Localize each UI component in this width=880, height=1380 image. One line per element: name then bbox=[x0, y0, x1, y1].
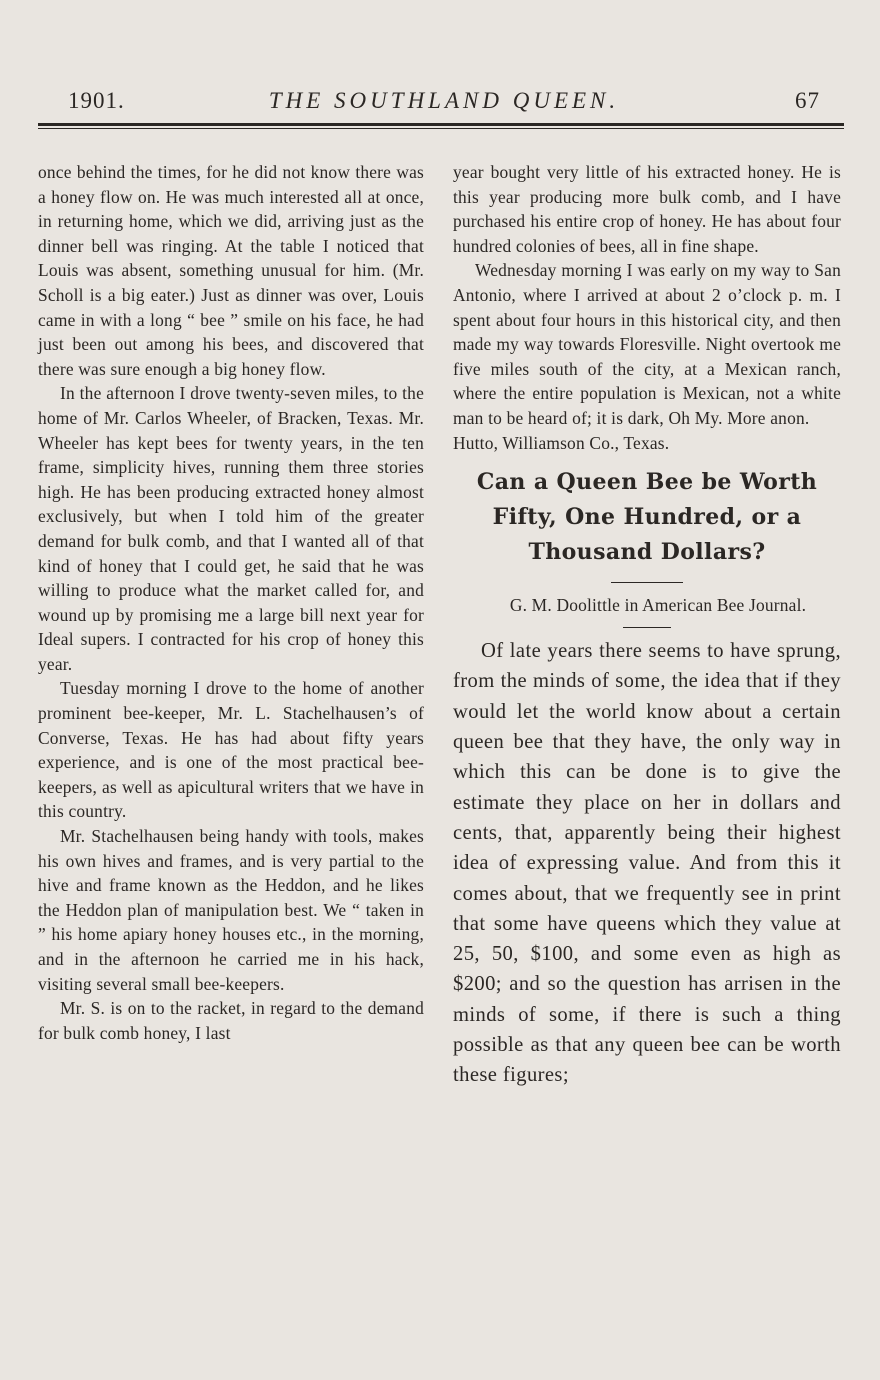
header-year: 1901. bbox=[68, 88, 125, 113]
article-title-line-3: Thousand Dollars? bbox=[528, 539, 766, 566]
left-paragraph-1: once behind the times, for he did not know there was a honey flow on. He was much interested all at once, in returning home, which we did, arriving just as the dinner bell was ringing. At the table I noticed that Louis was absent, something unusual for him. (Mr. Scholl is a big eater.) Just as dinner was over, Louis came in with a long “ bee ” smile on his face, he had just been out among his bees, and discovered that there was sure enough a big honey flow. bbox=[38, 162, 424, 379]
letter-signature: Hutto, Williamson Co., Texas. bbox=[453, 432, 670, 453]
right-paragraph-2: Wednesday morning I was early on my way to San Antonio, where I arrived at about 2 o’clock p. m. I spent about four hours in this historical city, and then made my way towards Floresville. Night overtook me five miles south of the city, at a Mexican ranch, where the entire population is Mexican, not a white man to be heard of; it is dark, Oh My. More anon. bbox=[453, 260, 841, 428]
article-title-line-2: Fifty, One Hundred, or a bbox=[492, 504, 802, 531]
header-page-number: 67 bbox=[795, 88, 820, 113]
left-paragraph-2: In the afternoon I drove twenty-seven miles, to the home of Mr. Carlos Wheeler, of Bracken, Texas. Mr. Wheeler has kept bees for twenty years, in the ten frame, simplicity hives, running them three stories high. He has been producing extracted honey almost exclusively, but when I told him of the greater demand for bulk comb, and that I wanted all of that kind of honey that I could get, he said that he was willing to produce what the market called for, and wound up by promising me a large bill next year for Ideal supers. I contracted for his crop of honey this year. bbox=[38, 383, 424, 674]
right-paragraph-1: year bought very little of his extracted honey. He is this year producing more bulk comb, and I have purchased his entire crop of honey. He has about four hundred colonies of bees, all in fine shape. bbox=[453, 162, 841, 256]
article-body bbox=[453, 636, 841, 1090]
article-body-paragraph: Of late years there seems to have sprung, from the minds of some, the idea that if they would let the world know about a certain queen bee that they have, the only way in which this can be done is to give the estimate they place on her in dollars and cents, that, apparently being their highest idea of expressing value. And from this it comes about, that we frequently see in print that some have queens which they value at 25, 50, $100, and some even as high as $200; and so the question has arrisen in the minds of some, if there is such a thing possible as that any queen bee can be worth these figures; bbox=[453, 640, 841, 1087]
left-paragraph-5: Mr. S. is on to the racket, in regard to the demand for bulk comb honey, I last bbox=[38, 998, 424, 1043]
left-paragraph-4: Mr. Stachelhausen being handy with tools, makes his own hives and frames, and is very partial to the hive and frame known as the Heddon, and he likes the Heddon plan of manipulation best. We “ taken in ” his home apiary honey houses etc., in the morning, and in the afternoon he carried me in his hack, visiting several small bee-keepers. bbox=[38, 826, 424, 994]
article-byline: G. M. Doolittle in American Bee Journal. bbox=[509, 595, 807, 616]
left-column bbox=[38, 160, 424, 1045]
article-title bbox=[453, 465, 841, 570]
byline-divider bbox=[623, 627, 671, 628]
header-rule-thick bbox=[38, 123, 844, 126]
left-paragraph-3: Tuesday morning I drove to the home of another prominent bee-keeper, Mr. L. Stachelhausen’s of Converse, Texas. He has had about fifty years experience, and is one of the most practical bee-keepers, as well as apicultural writers that we have in this country. bbox=[38, 678, 424, 822]
title-divider bbox=[611, 582, 683, 583]
right-column bbox=[453, 160, 841, 1091]
page-header bbox=[68, 88, 820, 118]
article-title-line-1: Can a Queen Bee be Worth bbox=[476, 469, 818, 496]
header-title: THE SOUTHLAND QUEEN. bbox=[268, 88, 620, 113]
header-rule-thin bbox=[38, 128, 844, 129]
